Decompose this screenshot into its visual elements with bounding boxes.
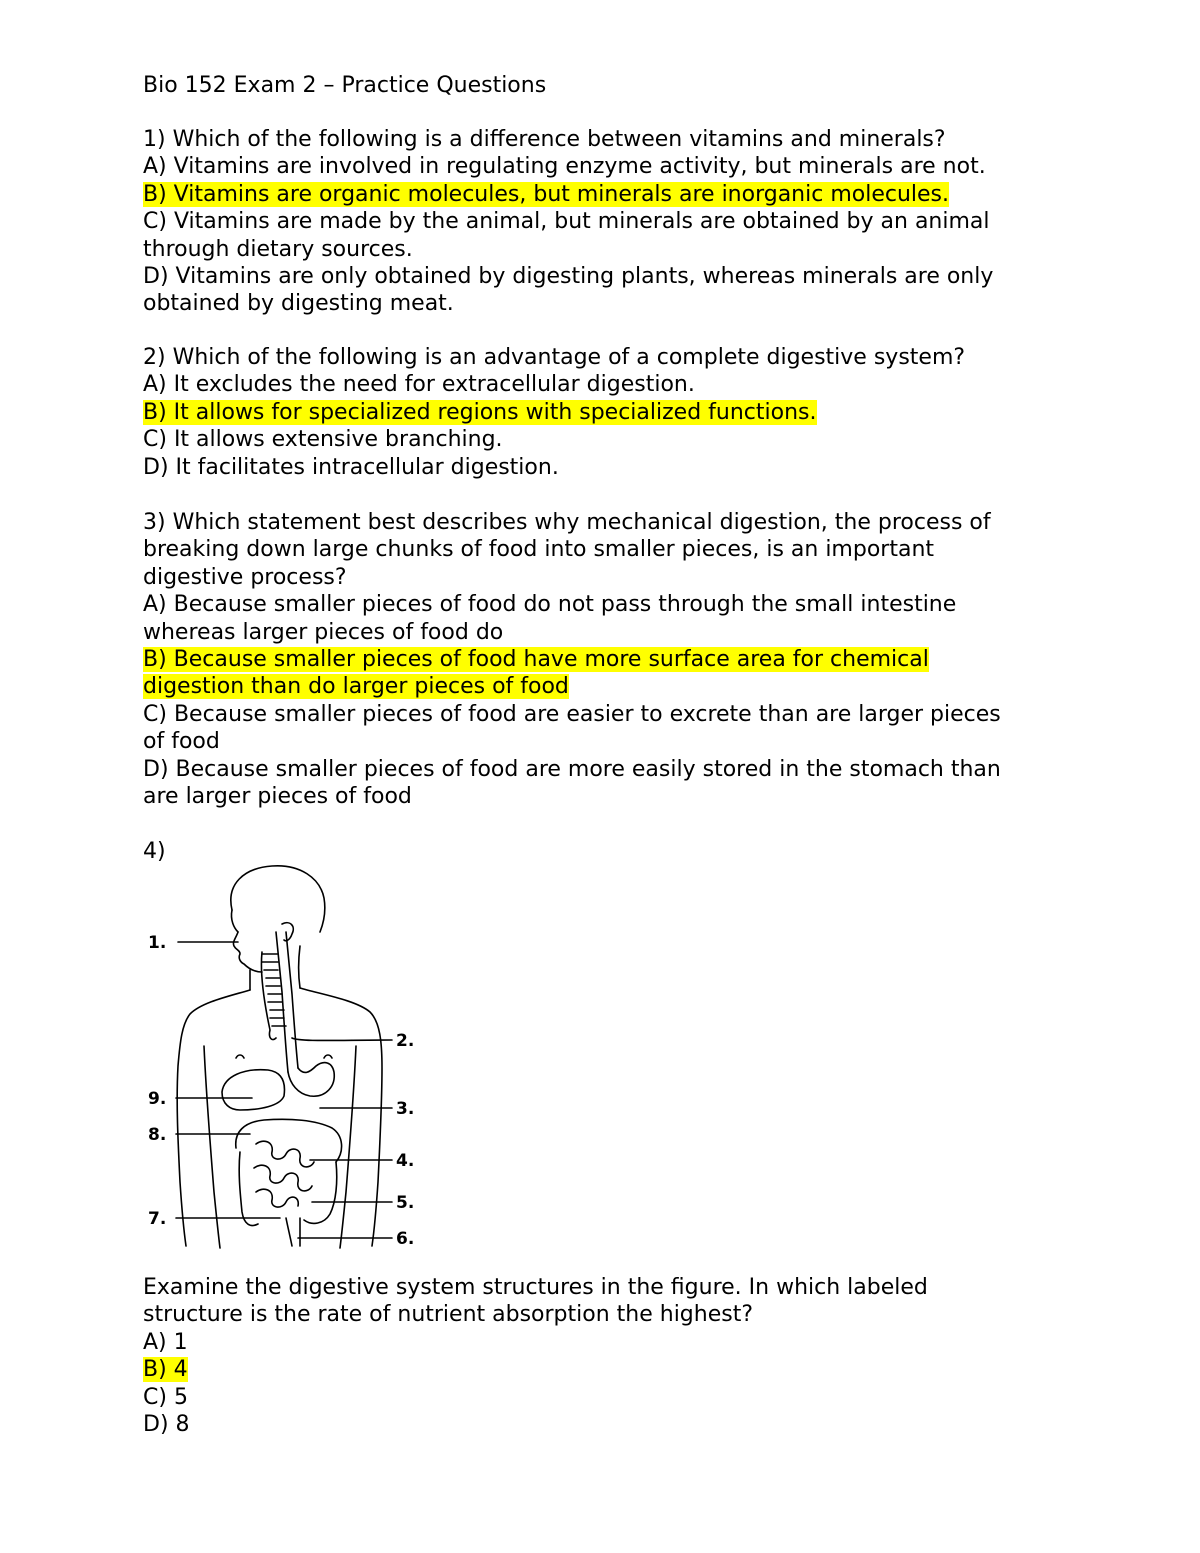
question-3-option-b-correct-line-2: digestion than do larger pieces of food bbox=[143, 674, 569, 700]
question-2-option-b-correct: B) It allows for specialized regions with specialized functions. bbox=[143, 399, 817, 425]
figure-label-7: 7. bbox=[148, 1209, 167, 1229]
question-1-option-b-correct: B) Vitamins are organic molecules, but minerals are inorganic molecules. bbox=[143, 181, 950, 207]
question-3 bbox=[143, 509, 1083, 810]
question-3-option-d-line-2: are larger pieces of food bbox=[143, 783, 412, 809]
question-4 bbox=[143, 1274, 1083, 1438]
figure-label-4: 4. bbox=[396, 1151, 415, 1171]
question-4-option-b-correct: B) 4 bbox=[143, 1357, 188, 1383]
figure-label-8: 8. bbox=[148, 1125, 167, 1145]
question-2-option-d: D) It facilitates intracellular digestion. bbox=[143, 454, 559, 480]
question-1-option-d-line-2: obtained by digesting meat. bbox=[143, 291, 454, 317]
rectum-outline bbox=[286, 1218, 292, 1246]
question-4-option-d: D) 8 bbox=[143, 1411, 190, 1437]
question-4-option-c: C) 5 bbox=[143, 1384, 188, 1410]
torso-right bbox=[340, 1046, 356, 1248]
question-3-stem-line-3: digestive process? bbox=[143, 564, 347, 590]
question-2-option-c: C) It allows extensive branching. bbox=[143, 427, 503, 453]
head-outline bbox=[231, 866, 325, 932]
left-arm-outline bbox=[177, 990, 250, 1246]
liver-outline bbox=[222, 1070, 284, 1110]
question-4-stem-line-2: structure is the rate of nutrient absorption the highest? bbox=[143, 1302, 754, 1328]
digestive-system-figure bbox=[140, 862, 430, 1250]
question-2-option-a: A) It excludes the need for extracellular digestion. bbox=[143, 372, 695, 398]
figure-label-6: 6. bbox=[396, 1229, 415, 1249]
stomach-outline bbox=[288, 1063, 334, 1097]
question-2-stem: 2) Which of the following is an advantage of a complete digestive system? bbox=[143, 345, 966, 370]
document-title-block bbox=[143, 72, 1083, 99]
question-3-stem-line-1: 3) Which statement best describes why mechanical digestion, the process of bbox=[143, 510, 991, 535]
figure-label-5: 5. bbox=[396, 1193, 415, 1213]
question-2 bbox=[143, 344, 1083, 481]
question-3-stem-line-2: breaking down large chunks of food into smaller pieces, is an important bbox=[143, 537, 935, 563]
question-4-number: 4) bbox=[143, 839, 166, 864]
page-title: Bio 152 Exam 2 – Practice Questions bbox=[143, 73, 547, 98]
question-3-option-a-line-2: whereas larger pieces of food do bbox=[143, 619, 504, 645]
question-1-option-a: A) Vitamins are involved in regulating enzyme activity, but minerals are not. bbox=[143, 154, 986, 180]
question-3-option-c-line-1: C) Because smaller pieces of food are easier to excrete than are larger pieces bbox=[143, 701, 1001, 727]
leader-line-2 bbox=[292, 1038, 392, 1041]
figure-label-2: 2. bbox=[396, 1031, 415, 1051]
question-1-stem: 1) Which of the following is a difference between vitamins and minerals? bbox=[143, 127, 946, 152]
question-3-option-b-correct-line-1: B) Because smaller pieces of food have more surface area for chemical bbox=[143, 646, 929, 672]
figure-label-1: 1. bbox=[148, 933, 167, 953]
digestive-system-diagram bbox=[140, 862, 430, 1250]
ear-outline bbox=[282, 923, 293, 941]
question-3-option-a-line-1: A) Because smaller pieces of food do not pass through the small intestine bbox=[143, 592, 957, 618]
ascending-colon bbox=[239, 1152, 258, 1226]
question-3-option-c-line-2: of food bbox=[143, 729, 220, 755]
figure-label-9: 9. bbox=[148, 1089, 167, 1109]
question-1-option-c-line-1: C) Vitamins are made by the animal, but minerals are obtained by an animal bbox=[143, 209, 990, 235]
question-3-option-d-line-1: D) Because smaller pieces of food are more easily stored in the stomach than bbox=[143, 756, 1001, 782]
small-intestine-loops bbox=[254, 1141, 314, 1207]
question-4-option-a: A) 1 bbox=[143, 1329, 188, 1355]
question-1-option-d-line-1: D) Vitamins are only obtained by digesting plants, whereas minerals are only bbox=[143, 263, 994, 289]
figure-label-3: 3. bbox=[396, 1099, 415, 1119]
transverse-colon bbox=[236, 1119, 342, 1162]
face-profile bbox=[233, 932, 262, 972]
question-1 bbox=[143, 126, 1083, 318]
right-arm-outline bbox=[300, 988, 382, 1246]
descending-colon bbox=[304, 1162, 337, 1223]
question-1-option-c-line-2: through dietary sources. bbox=[143, 236, 413, 262]
question-4-stem-line-1: Examine the digestive system structures in the figure. In which labeled bbox=[143, 1275, 928, 1300]
